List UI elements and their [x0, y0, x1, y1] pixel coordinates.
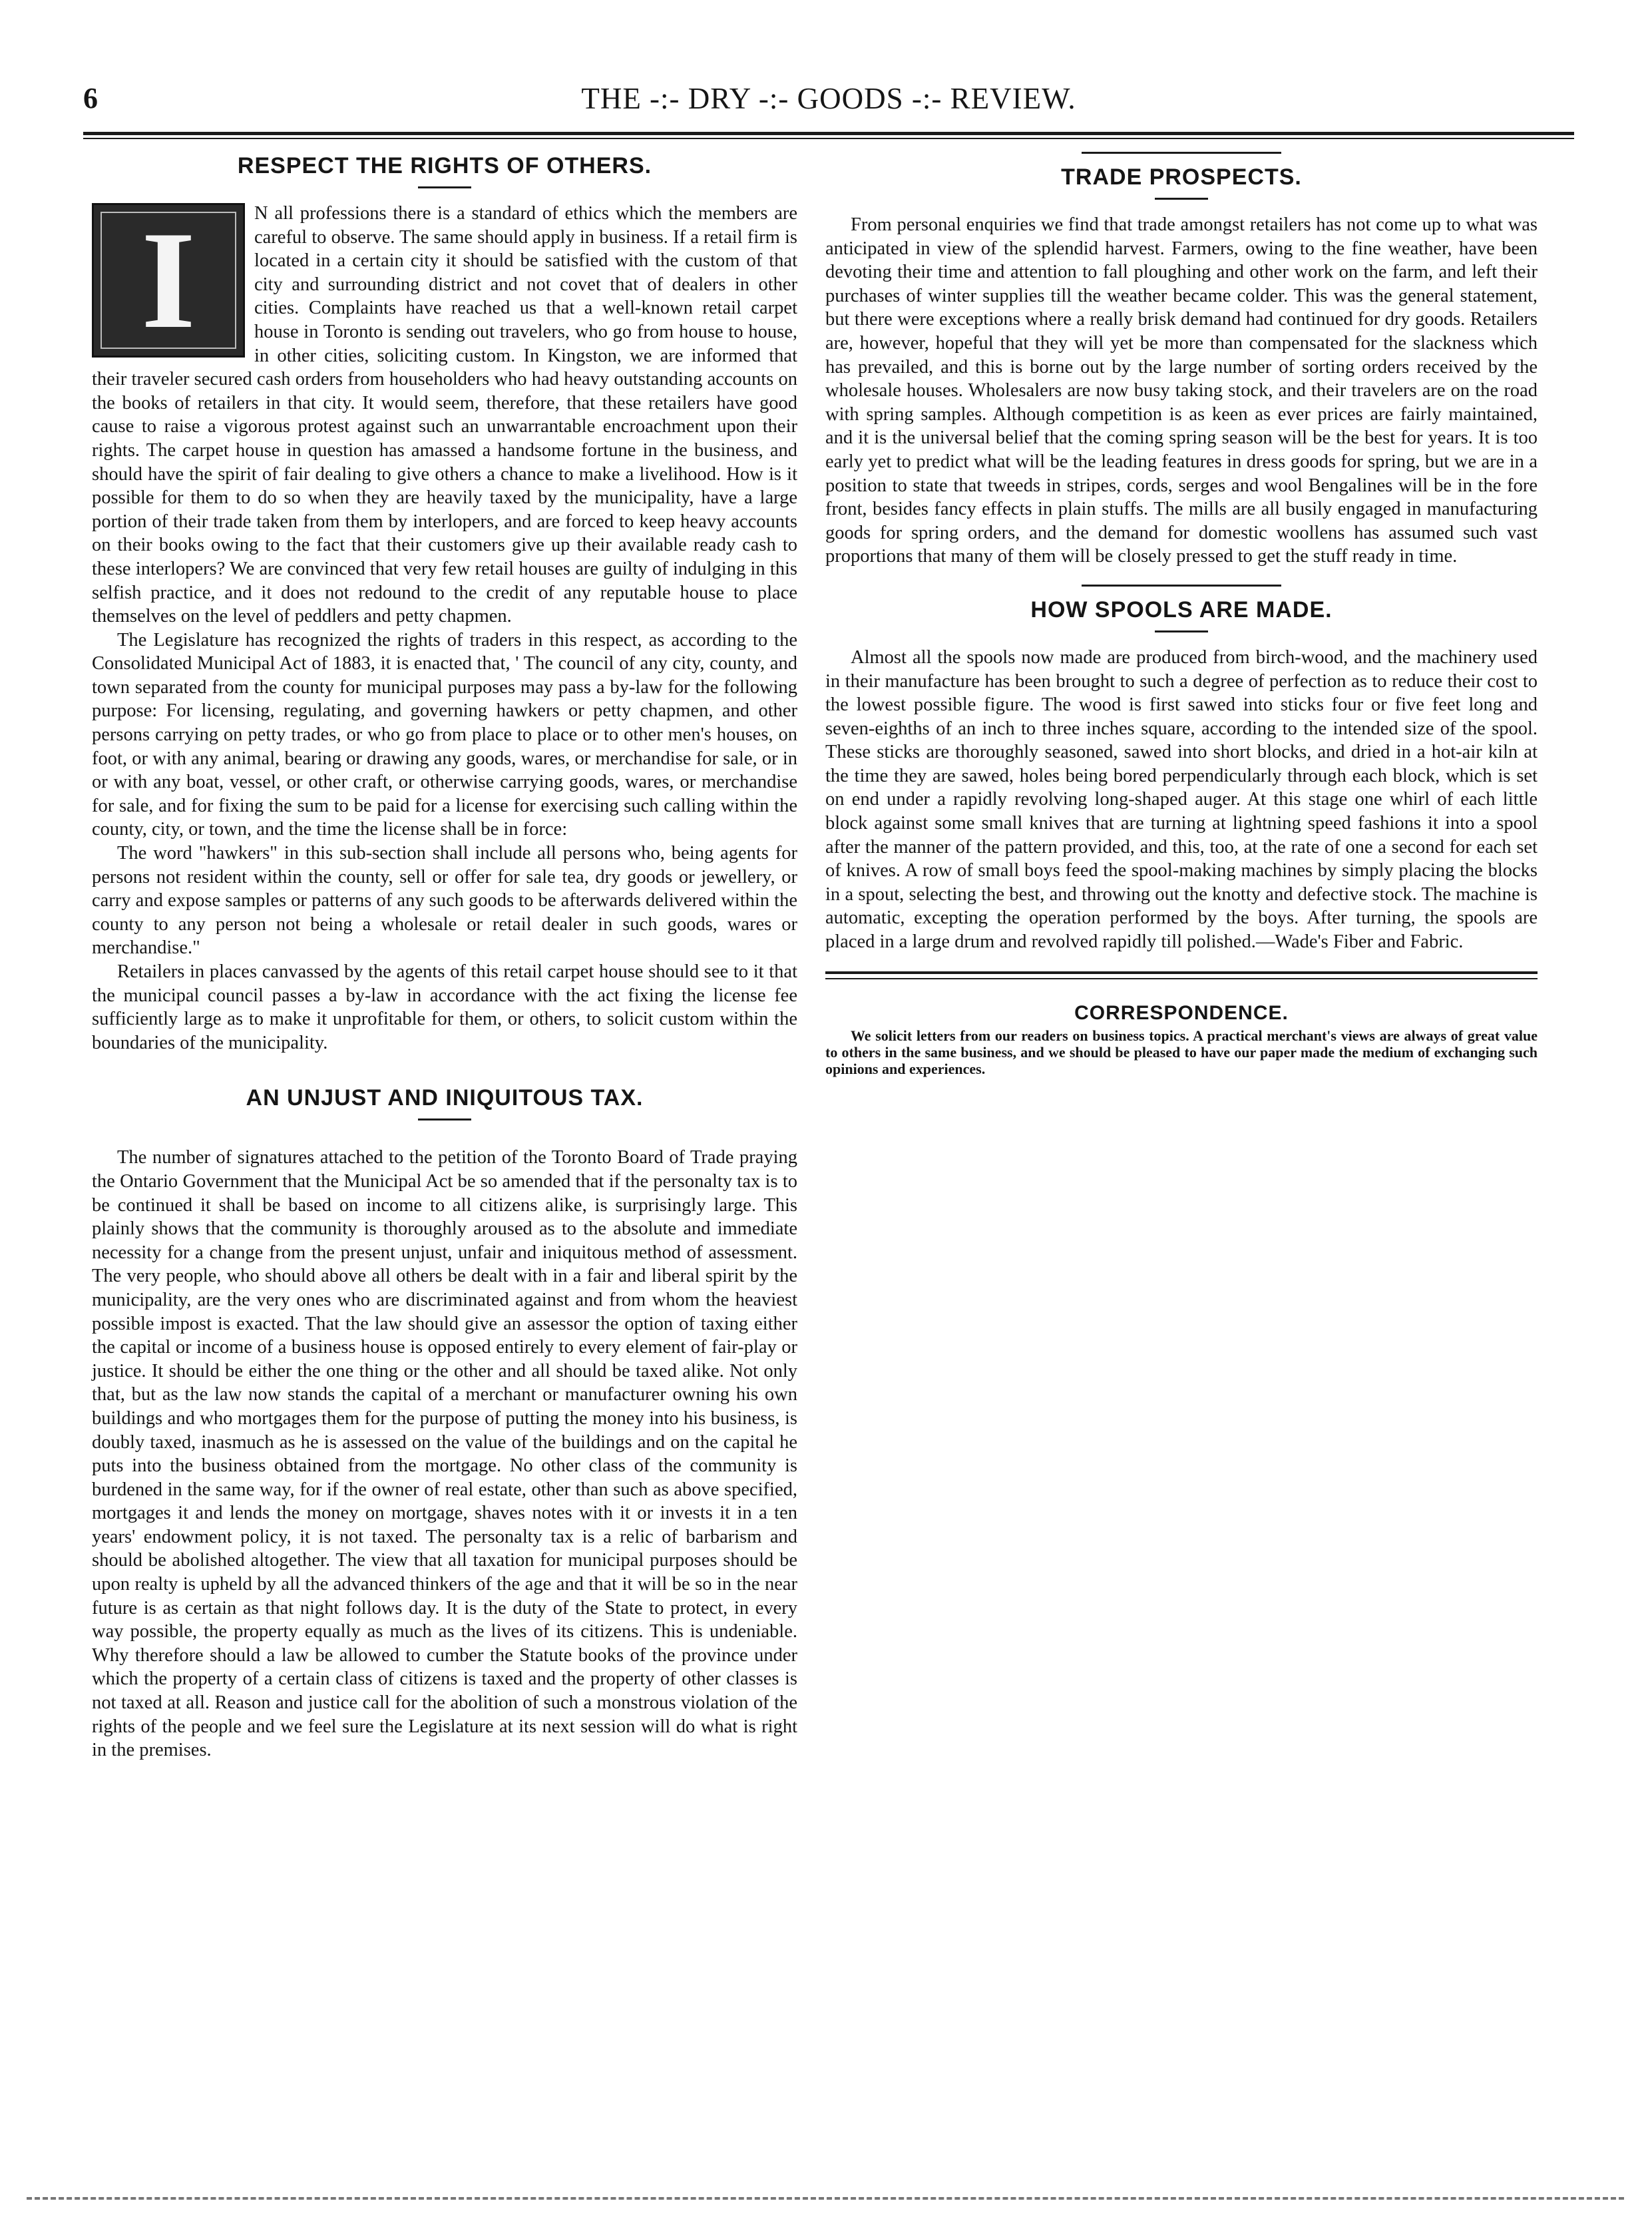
article-spools: [825, 585, 1538, 954]
article-title: CORRESPONDENCE.: [1074, 1001, 1289, 1024]
article-unjust-tax: [92, 1084, 797, 1762]
paragraph: We solicit letters from our readers on business topics. A practical merchant's views are always of great value to others in the same business, and we should be pleased to have our paper made the medium of exchanging such opinions and experiences.: [825, 1027, 1538, 1077]
masthead-rule-thin: [83, 138, 1574, 139]
title-dash: [418, 186, 471, 188]
article-title: TRADE PROSPECTS.: [1061, 164, 1302, 190]
article-title: RESPECT THE RIGHTS OF OTHERS.: [237, 153, 652, 178]
section-rule: [1082, 585, 1281, 587]
page-number: 6: [83, 82, 98, 115]
title-dash: [418, 1119, 471, 1120]
article-title: AN UNJUST AND INIQUITOUS TAX.: [246, 1085, 644, 1111]
title-dash: [1155, 630, 1208, 632]
article-title: HOW SPOOLS ARE MADE.: [1030, 597, 1333, 622]
journal-title: THE -:- DRY -:- GOODS -:- REVIEW.: [581, 82, 1076, 115]
ornamental-drop-cap: [92, 203, 245, 358]
left-column: [92, 152, 797, 2103]
section-rule: [1082, 152, 1281, 154]
masthead: [83, 81, 1574, 121]
article-respect-rights: [92, 152, 797, 1055]
title-dash: [1155, 198, 1208, 200]
paragraph: Retailers in places canvassed by the agents of this retail carpet house should see to it that the municipal council passes a by-law in accordance with the act fixing the license fee sufficiently large as to make it unprofitable for them, or others, to solicit custom within the boundaries of the municipality.: [92, 961, 797, 1053]
article-correspondence: [825, 999, 1538, 1077]
masthead-rule: [83, 132, 1574, 135]
double-rule: [825, 971, 1538, 979]
paragraph: The Legislature has recognized the rights of traders in this respect, as according to the Consolidated Municipal Act of 1883, it is enacted that, ' The council of any city, county, and town separated from the county for municipal purposes may pass a by-law for the following purpose: For licensing, regulating, and governing hawkers or petty chapmen, and other persons carrying on petty trades, or who go from place to place or to other men's houses, on foot, or with any animal, bearing or drawing any goods, wares, or merchandise for sale, or in or with any boat, vessel, or other craft, or otherwise carrying goods, wares, or merchandise for sale, and for fixing the sum to be paid for a license for exercising such calling within the county, city, or town, and the time the license shall be in force:: [92, 629, 797, 840]
right-column: [825, 152, 1538, 2103]
paragraph: From personal enquiries we find that trade amongst retailers has not come up to what was anticipated in view of the splendid harvest. Farmers, owing to the fine weather, have been devoting their time and attention to fall ploughing and other work on the farm, and left their purchases of winter supplies till the weather became colder. This was the general statement, but there were exceptions where a really brisk demand had continued for dry goods. Retailers are, however, hopeful that they will yet be more than compensated for the slackness which has prevailed, and this is borne out by the large number of sorting orders received by the wholesale houses. Wholesalers are now busy taking stock, and their travelers are on the road with spring samples. Although competition is as keen as ever prices are fairly maintained, and it is the universal belief that the coming spring season will be the best for years. It is too early yet to predict what will be the leading features in dress goods for spring, but we are in a position to state that tweeds in stripes, cords, serges and wool Bengalines will be in the fore front, besides fancy effects in plain stuffs. The mills are all busily engaged in manufacturing goods for spring orders, and the demand for domestic woollens has assumed such vast proportions that many of them will be closely pressed to get the stuff ready in time.: [825, 214, 1538, 567]
paragraph: Almost all the spools now made are produced from birch-wood, and the machinery used in their manufacture has been brought to such a degree of perfection as to reduce their cost to the lowest possible figure. The wood is first sawed into sticks four or five feet long and seven-eighths of an inch to three inches square, according to the intended size of the spool. These sticks are thoroughly seasoned, sawed into short blocks, and dried in a hot-air kiln at the time they are sawed, holes being bored perpendicularly through each block, which is set on end under a rapidly revolving long-shaped auger. At this stage one whirl of each little block against some small knives that are turning at lightning speed fashions it into a spool after the manner of the pattern provided, and this, too, at the rate of one a second for each set of knives. A row of small boys feed the spool-making machines by simply placing the blocks in a spout, selecting the best, and throwing out the knotty and defective stock. The machine is automatic, excepting the operation performed by the boys. After turning, the spools are placed in a large drum and revolved rapidly till polished.—Wade's Fiber and Fabric.: [825, 646, 1538, 953]
article-trade-prospects: [825, 152, 1538, 569]
paragraph: N all professions there is a standard of ethics which the members are careful to observe. The same should apply in business. If a retail firm is located in a certain city it should be satisfied with the custom of that city and surrounding district and not covet that of dealers in other cities. Complaints have reached us that a well-known retail carpet house in Toronto is sending out travelers, who go from house to house, in other cities, soliciting custom. In Kingston, we are informed that their traveler secured cash orders from householders who had heavy outstanding accounts on the books of retailers in that city. It would seem, therefore, that these retailers have good cause to raise a vigorous protest against such an unwarrantable encroachment upon their rights. The carpet house in question has amassed a handsome fortune in the business, and should have the spirit of fair dealing to give others a chance to make a livelihood. How is it possible for them to do so when they are heavily taxed by the municipality, have a large portion of their trade taken from them by interlopers, and are forced to keep heavy accounts on their books owing to the fact that their customers give up their available ready cash to these interlopers? We are convinced that very few retail houses are guilty of indulging in this selfish practice, and it does not redound to the credit of any reputable house to place themselves on the level of peddlers and petty chapmen.: [92, 203, 797, 627]
paragraph: The word "hawkers" in this sub-section shall include all persons who, being agents for persons not resident within the county, sell or offer for sale tea, dry goods or jewellery, or carry and expose samples or patterns of any such goods to be afterwards delivered within the county to any person not being a wholesale or retail dealer in such goods, wares or merchandise.": [92, 843, 797, 959]
paragraph: The number of signatures attached to the petition of the Toronto Board of Trade praying the Ontario Government that the Municipal Act be so amended that if the personalty tax is to be continued it shall be based on income to all citizens alike, is surprisingly large. This plainly shows that the community is thoroughly aroused as to the absolute and immediate necessity for a change from the present unjust, unfair and iniquitous method of assessment. The very people, who should above all others be dealt with in a fair and liberal spirit by the municipality, are the very ones who are discriminated against and from whom the heaviest possible impost is exacted. That the law should give an assessor the option of taxing either the capital or income of a business house is opposed entirely to every element of fair-play or justice. It should be either the one thing or the other and all should be taxed alike. Not only that, but as the law now stands the capital of a merchant or manufacturer owning his own buildings and who mortgages them for the purpose of putting the money into his business, is doubly taxed, inasmuch as he is assessed on the value of the buildings and on the capital he puts into the business obtained from the mortgage. No other class of the community is burdened in the same way, for if the owner of real estate, other than such as above specified, mortgages it and lends the money on mortgage, shaves notes with it or invests it in a ten years' endowment policy, it is not taxed. The personalty tax is a relic of barbarism and should be abolished altogether. The view that all taxation for municipal purposes should be upon realty is upheld by all the advanced thinkers of the age and that it will be so in the near future is as certain as that night follows day. It is the duty of the State to protect, in every way possible, the property equally as much as the lives of its citizens. This is undeniable. Why therefore should a law be allowed to cumber the Statute books of the province under which the property of a certain class of citizens is taxed and the property of other classes is not taxed at all. Reason and justice call for the abolition of such a monstrous violation of the rights of the people and we feel sure the Legislature at its next session will do what is right in the premises.: [92, 1147, 797, 1761]
page-bottom-edge: [27, 2197, 1624, 2200]
drop-cap-letter: I: [101, 212, 236, 349]
